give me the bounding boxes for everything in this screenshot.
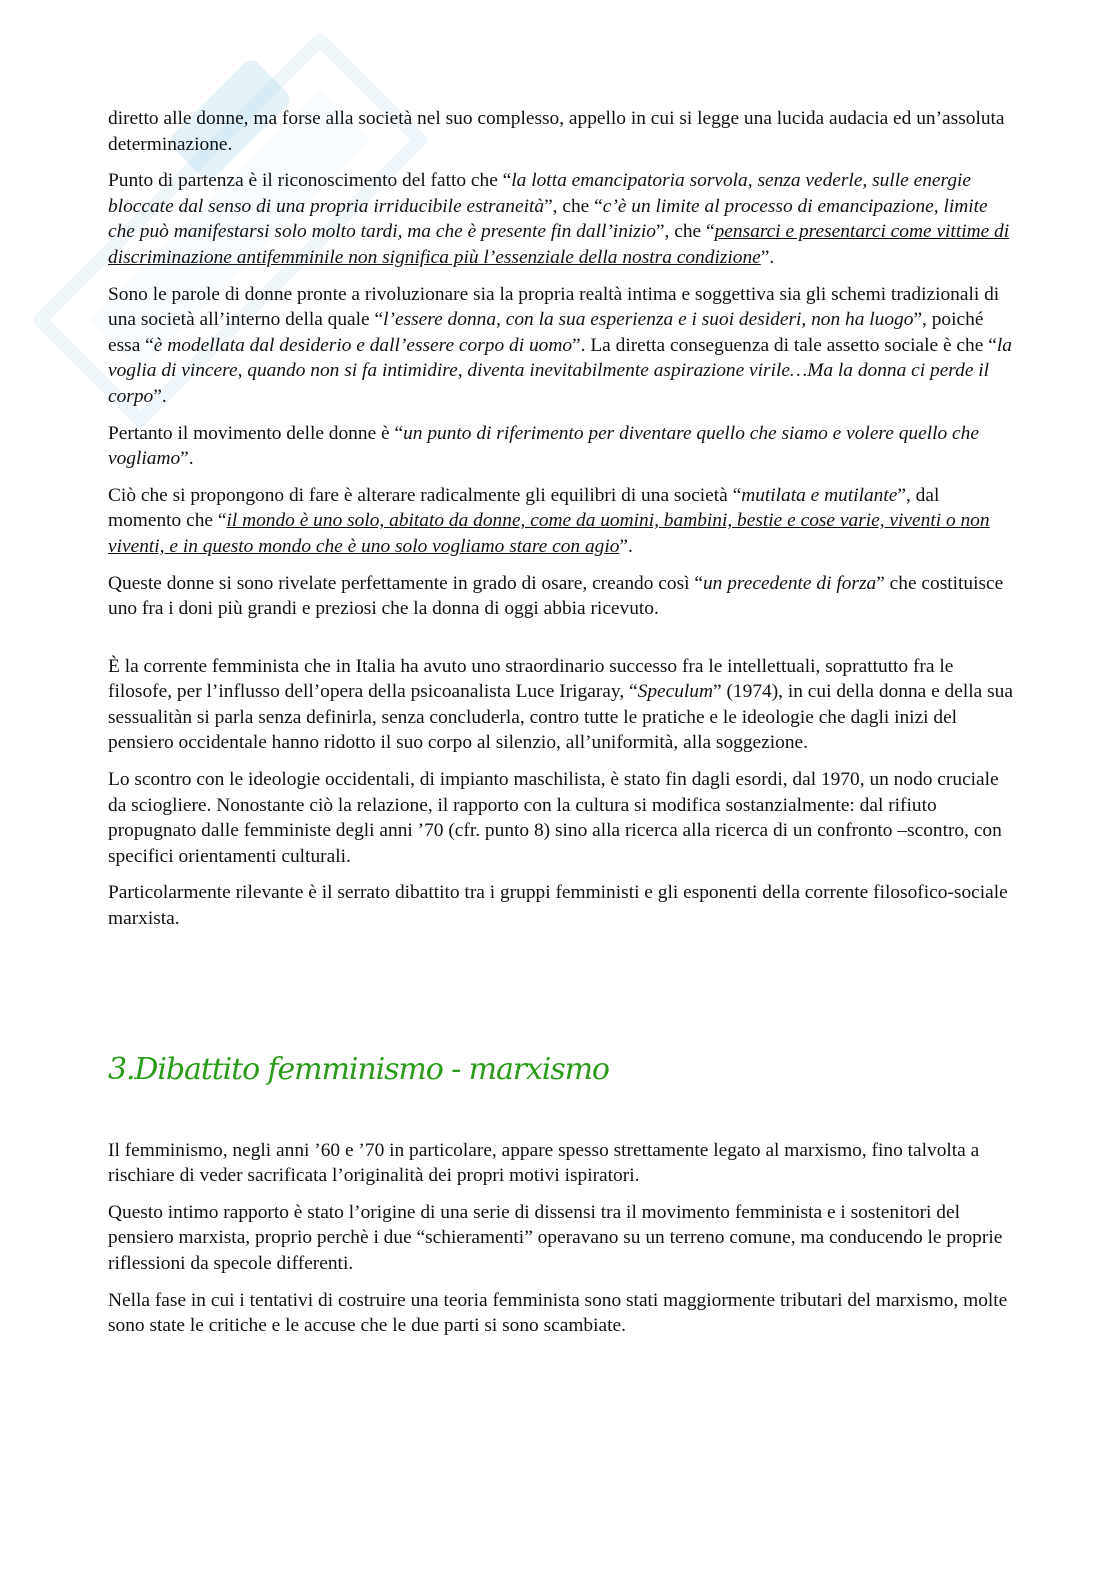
paragraph: È la corrente femminista che in Italia ha avuto uno straordinario successo fra le intellettuali, soprattutto fra le filosofe, per l’influsso dell’opera della psicoanalista Luce Irigaray, “Speculum” (1974), in cui della donna e della sua sessualitàn si parla senza definirla, senza concluderla, contro tutte le pratiche e le ideologie che dagli inizi del pensiero occidentale hanno ridotto il suo corpo al silenzio, all’uniformità, alla soggezione. — [108, 655, 1013, 754]
quote: l’essere donna, con la sua esperienza e i suoi desideri, non ha luogo — [383, 309, 914, 331]
paragraph: Questo intimo rapporto è stato l’origine di una serie di dissensi tra il movimento femminista e i sostenitori del pensiero marxista, proprio perchè i due “schieramenti” operavano su un terreno comune, ma conducendo le proprie riflessioni da specole differenti. — [108, 1201, 1003, 1274]
paragraph: Il femminismo, negli anni ’60 e ’70 in particolare, appare spesso strettamente legato al marxismo, fino talvolta a rischiare di veder sacrificata l’originalità dei propri motivi ispiratori. — [108, 1139, 980, 1187]
underlined-quote: pensarci e presentarci come vittime di discriminazione antifemminile non significa più l’essenziale della nostra condizione — [108, 221, 1010, 268]
quote: la lotta emancipatoria sorvola, senza vederle, sulle energie bloccate dal senso di una propria irriducibile estraneità — [108, 170, 972, 217]
paragraph: Punto di partenza è il riconoscimento del fatto che “la lotta emancipatoria sorvola, senza vederle, sulle energie bloccate dal senso di una propria irriducibile estraneità”, che “c’è un limite al processo di emancipazione, limite che può manifestarsi solo molto tardi, ma che è presente fin dall’inizio”, che “pensarci e presentarci come vittime di discriminazione antifemminile non significa più l’essenziale della nostra condizione”. — [108, 170, 1010, 268]
document-page — [108, 106, 1013, 1350]
paragraph: Queste donne si sono rivelate perfettamente in grado di osare, creando così “un precedente di forza” che costituisce uno fra i doni più grandi e preziosi che la donna di oggi abbia ricevuto. — [108, 572, 1004, 620]
paragraph: Pertanto il movimento delle donne è “un punto di riferimento per diventare quello che siamo e volere quello che vogliamo”. — [108, 422, 979, 470]
paragraph: Nella fase in cui i tentativi di costruire una teoria femminista sono stati maggiormente tributari del marxismo, molte sono state le critiche e le accuse che le due parti si sono scambiate. — [108, 1289, 1008, 1337]
quote: è modellata dal desiderio e dall’essere corpo di uomo — [153, 334, 573, 356]
quote: mutilata e mutilante — [741, 484, 898, 506]
book-title: Speculum — [637, 681, 714, 703]
paragraph: Particolarmente rilevante è il serrato dibattito tra i gruppi femministi e gli esponenti della corrente filosofico-sociale marxista. — [108, 882, 1008, 930]
paragraph: Sono le parole di donne pronte a rivoluzionare sia la propria realtà intima e soggettiva sia gli schemi tradizionali di una società all’interno della quale “l’essere donna, con la sua esperienza e i suoi desideri, non ha luogo”, poiché essa “è modellata dal desiderio e dall’essere corpo di uomo”. La diretta conseguenza di tale assetto sociale è che “la voglia di vincere, quando non si fa intimidire, diventa inevitabilmente aspirazione virile…Ma la donna ci perde il corpo”. — [108, 283, 1012, 407]
quote: c’è un limite al processo di emancipazione, limite che può manifestarsi solo molto tardi, ma che è presente fin dall’inizio — [108, 195, 988, 243]
quote: un precedente di forza — [702, 572, 877, 594]
paragraph: Lo scontro con le ideologie occidentali, di impianto maschilista, è stato fin dagli esordi, dal 1970, un nodo cruciale da sciogliere. Nonostante ciò la relazione, il rapporto con la cultura si modifica sostanzialmente: dal rifiuto propugnato dalle femministe degli anni ’70 (cfr. punto 8) sino alla ricerca alla ricerca di un confronto –scontro, con specifici orientamenti culturali. — [108, 769, 1002, 867]
paragraph: diretto alle donne, ma forse alla società nel suo complesso, appello in cui si legge una lucida audacia ed un’assoluta determinazione. — [108, 108, 1005, 155]
paragraph: Ciò che si propongono di fare è alterare radicalmente gli equilibri di una società “mutilata e mutilante”, dal momento che “il mondo è uno solo, abitato da donne, come da uomini, bambini, bestie e cose varie, viventi o non viventi, e in questo mondo che è uno solo vogliamo stare con agio”. — [108, 484, 990, 557]
quote: un punto di riferimento per diventare quello che siamo e volere quello che vogliamo — [108, 422, 979, 470]
quote: la voglia di vincere, quando non si fa intimidire, diventa inevitabilmente aspirazione virile…Ma la donna ci perde il corpo — [108, 334, 1012, 407]
underlined-quote: il mondo è uno solo, abitato da donne, come da uomini, bambini, bestie e cose varie, viventi o non viventi, e in questo mondo che è uno solo vogliamo stare con agio — [108, 510, 990, 557]
section-heading: 3.Dibattito femminismo - marxismo — [108, 1051, 609, 1087]
